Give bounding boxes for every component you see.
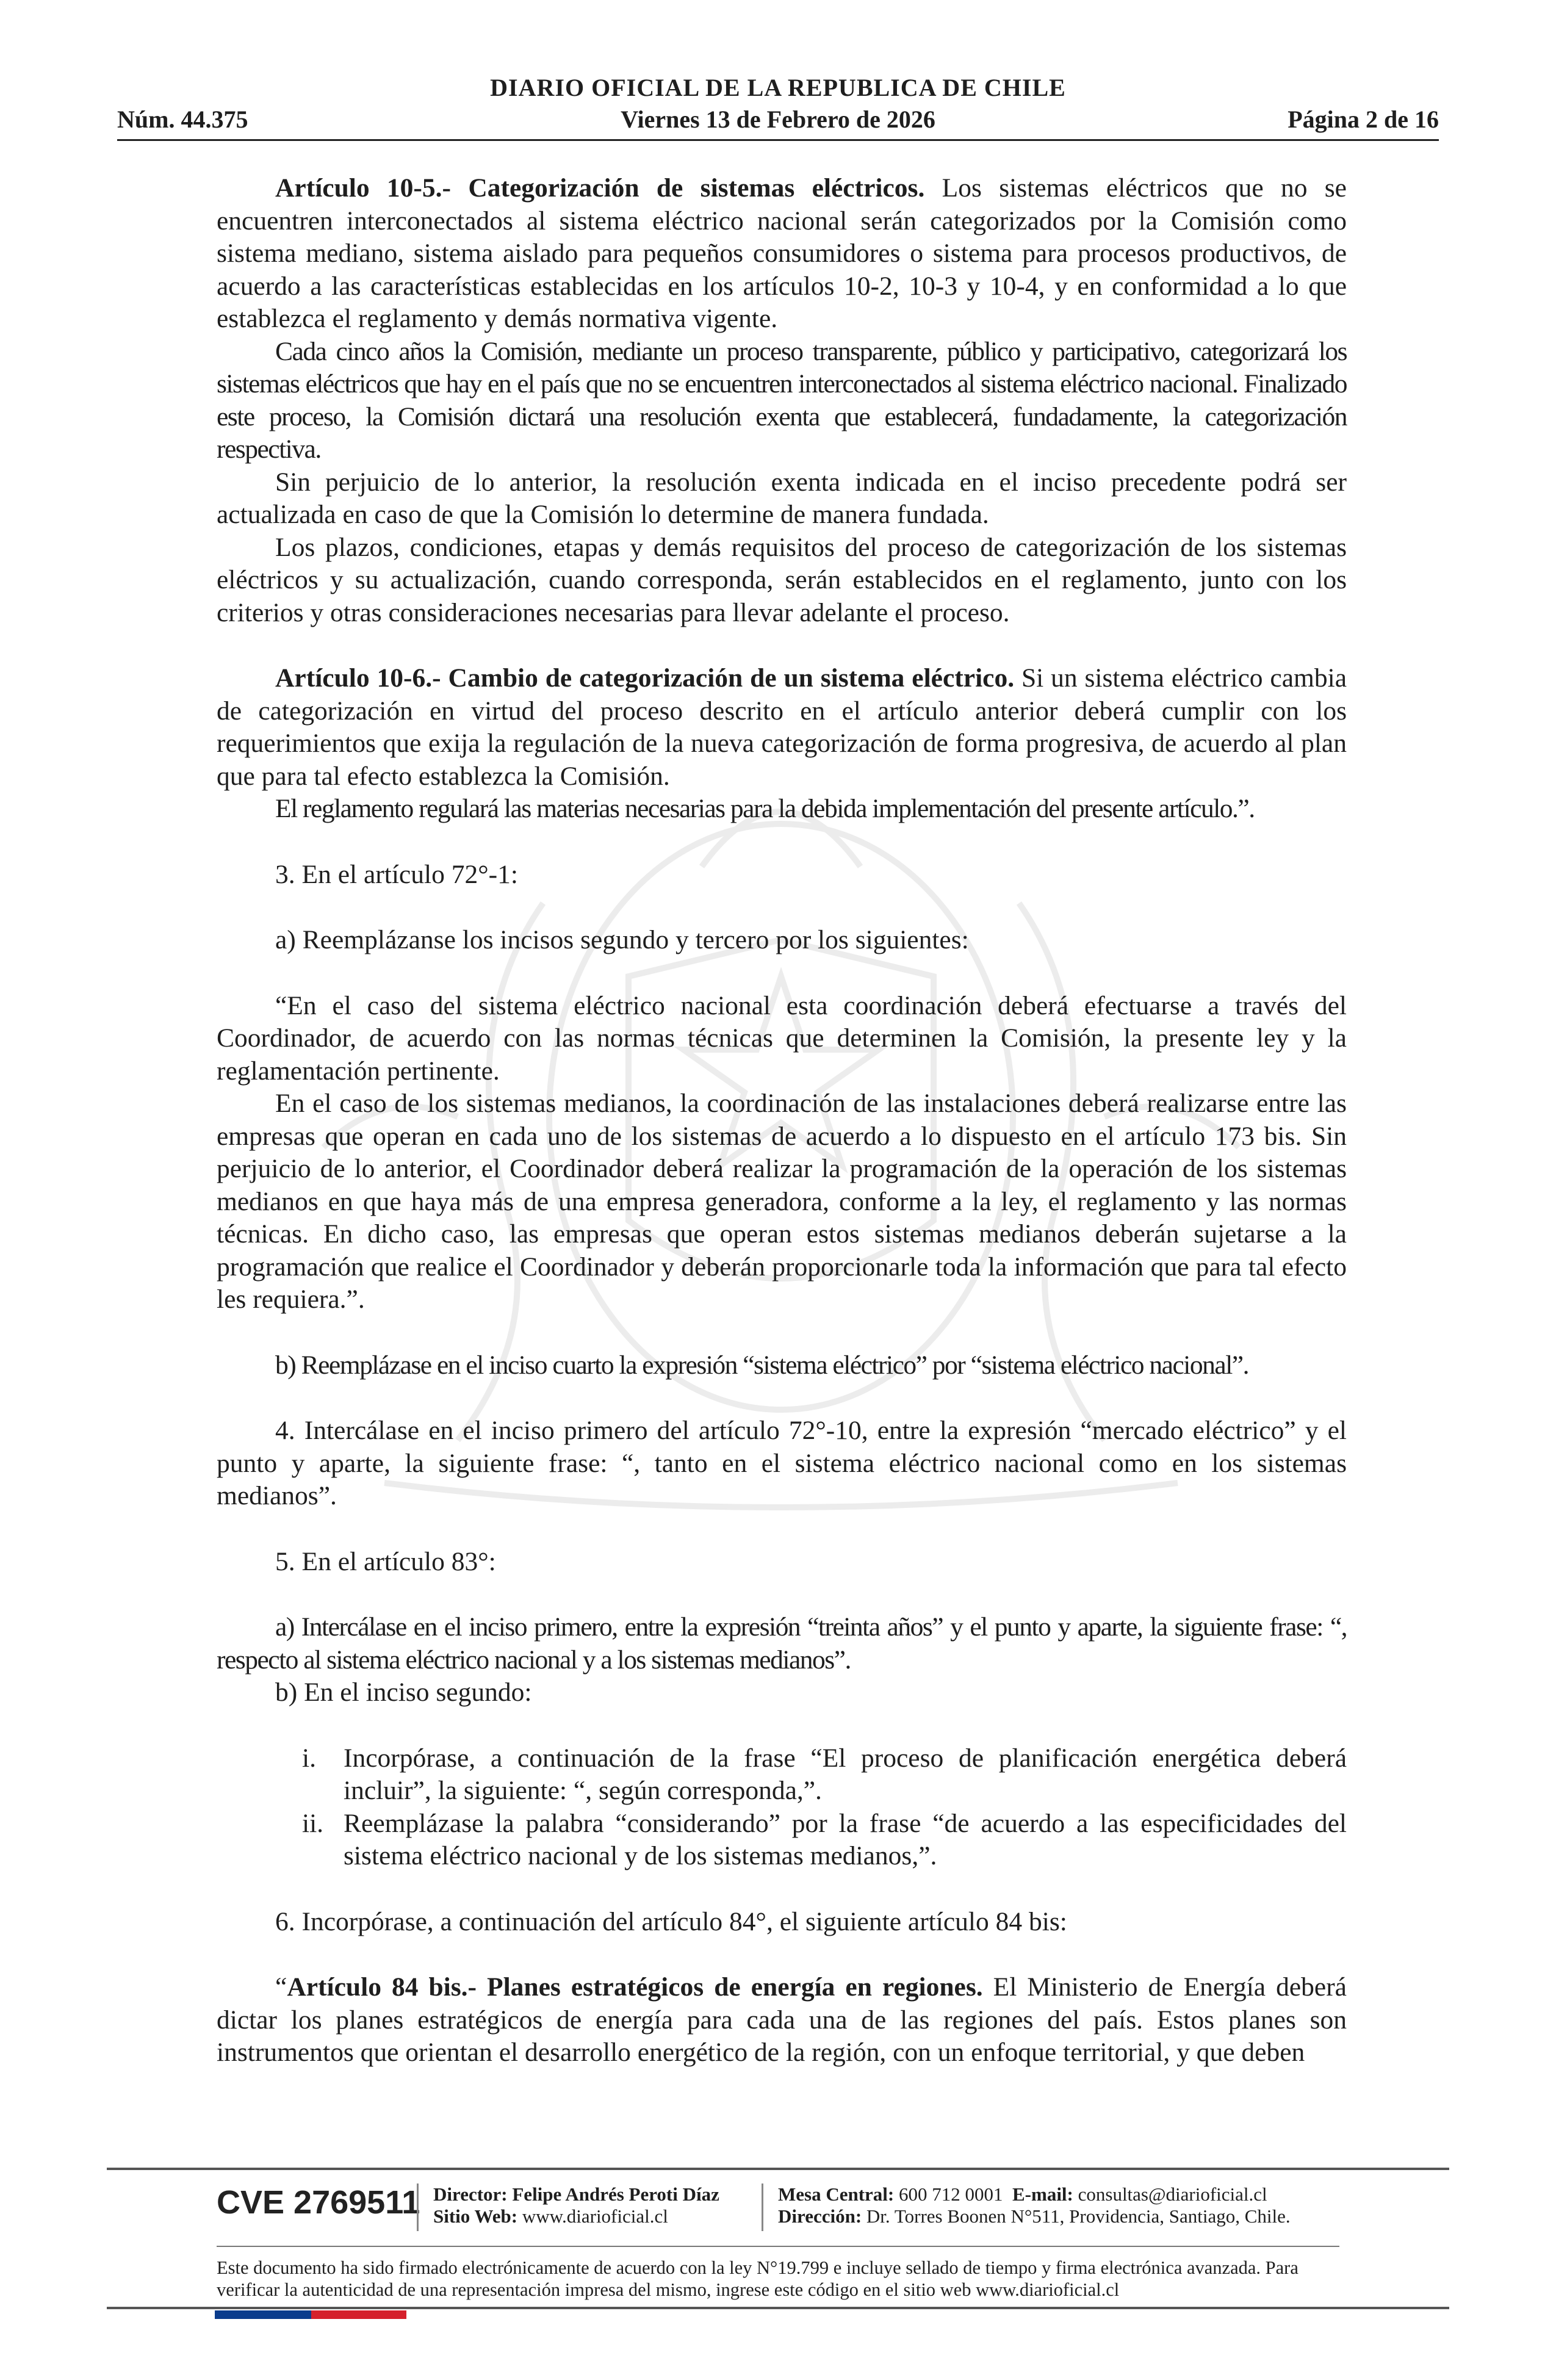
article-10-6-text: Si un sistema eléctrico cambia de categorización en virtud del proceso descrito en el artículo anterior deberá cumplir con los requerimientos que exija la regulación de la nueva categorización de forma progresiva, de acuerdo al plan que para tal efecto establezca la Comisión. <box>217 663 1347 791</box>
roman-text: Reemplázase la palabra “considerando” por la frase “de acuerdo a las especificidades del sistema eléctrico nacional y de los sistemas medianos,”. <box>344 1808 1347 1870</box>
roman-number: i. <box>302 1743 316 1773</box>
article-84-bis-paragraph <box>217 1971 1347 2069</box>
roman-item-ii <box>217 1808 1347 1873</box>
item-4: 4. Intercálase en el inciso primero del artículo 72°-10, entre la expresión “mercado eléctrico” y el punto y aparte, la siguiente frase: “, tanto en el sistema eléctrico nacional como en los sistemas medianos”. <box>217 1416 1347 1510</box>
issue-number: Núm. 44.375 <box>117 106 248 133</box>
page-indicator: Página 2 de 16 <box>1288 106 1439 133</box>
cve-code: CVE 2769511 <box>217 2184 420 2221</box>
issue-date: Viernes 13 de Febrero de 2026 <box>621 106 935 133</box>
item-3a: a) Reemplázanse los incisos segundo y tercero por los siguientes: <box>275 925 969 954</box>
article-10-5-paragraph-2: Cada cinco años la Comisión, mediante un proceso transparente, público y participativo, categorizará los sistemas eléctricos que hay en el país que no se encuentren interconectados al sistema eléctrico nacional. Finalizado este proceso, la Comisión dictará una resolución exenta que establecerá, fundadamente, la categorización respectiva. <box>217 336 1347 464</box>
roman-number: ii. <box>302 1808 324 1838</box>
mesa-label: Mesa Central: <box>778 2183 895 2205</box>
article-10-5-text: Los sistemas eléctricos que no se encuentren interconectados al sistema eléctrico nacional serán categorizados por la Comisión como sistema mediano, sistema aislado para pequeños consumidores o sistema para procesos productivos, de acuerdo a las características establecidas en los artículos 10-2, 10-3 y 10-4, y en conformidad a lo que establezca el reglamento y demás normativa vigente. <box>217 173 1347 333</box>
article-10-6-paragraph <box>217 662 1347 793</box>
director-label: Director: <box>433 2183 508 2205</box>
header-divider <box>117 139 1439 141</box>
address-label: Dirección: <box>778 2205 862 2227</box>
address-text: Dr. Torres Boonen N°511, Providencia, Santiago, Chile. <box>866 2205 1291 2227</box>
email-link[interactable]: consultas@diarioficial.cl <box>1078 2183 1267 2205</box>
email-label: E-mail: <box>1012 2183 1073 2205</box>
quoted-paragraph-2: En el caso de los sistemas medianos, la coordinación de las instalaciones deberá realizarse entre las empresas que operan en cada uno de los sistemas de acuerdo a lo dispuesto en el artículo 173 bis. Sin perjuicio de lo anterior, el Coordinador deberá realizar la programación de la operación de los sistemas medianos en que haya más de una empresa generadora, conforme a la ley, el reglamento y las normas técnicas. En dicho caso, las empresas que operan estos sistemas medianos deberán sujetarse a la programación que realice el Coordinador y deberán proporcionarle toda la información que para tal efecto les requiera.”. <box>217 1089 1347 1314</box>
item-5b: b) En el inciso segundo: <box>275 1678 532 1707</box>
item-5: 5. En el artículo 83°: <box>275 1546 496 1576</box>
website-label: Sitio Web: <box>433 2205 518 2227</box>
article-10-6-title: Artículo 10-6.- Cambio de categorización de un sistema eléctrico. <box>275 663 1015 693</box>
publication-title: DIARIO OFICIAL DE LA REPUBLICA DE CHILE <box>490 74 1066 101</box>
article-10-6-paragraph-2: El reglamento regulará las materias necesarias para la debida implementación del presente artículo.”. <box>275 794 1255 823</box>
article-10-5-paragraph <box>217 172 1347 336</box>
roman-item-i <box>217 1742 1347 1808</box>
document-body <box>217 172 1347 2069</box>
director-name: Felipe Andrés Peroti Díaz <box>512 2183 719 2205</box>
article-84-bis-title: Artículo 84 bis.- Planes estratégicos de energía en regiones. <box>287 1972 983 2002</box>
flag-stripe-blue <box>215 2310 311 2319</box>
footer-separator <box>762 2183 763 2231</box>
website-link[interactable]: www.diarioficial.cl <box>522 2205 668 2227</box>
article-84-bis-text: El Ministerio de Energía deberá dictar los planes estratégicos de energía para cada una de las regiones del país. Estos planes son instrumentos que orientan el desarrollo energético de la región, con un enfoque territorial, y que deben <box>217 1972 1347 2067</box>
article-10-5-paragraph-3: Sin perjuicio de lo anterior, la resolución exenta indicada en el inciso precedente podrá ser actualizada en caso de que la Comisión lo determine de manera fundada. <box>217 467 1347 529</box>
roman-text: Incorpórase, a continuación de la frase “El proceso de planificación energética deberá incluir”, la siguiente: “, según corresponda,”. <box>344 1743 1347 1805</box>
item-3b: b) Reemplázase en el inciso cuarto la expresión “sistema eléctrico” por “sistema eléctrico nacional”. <box>275 1350 1248 1380</box>
signature-notice: Este documento ha sido firmado electrónicamente de acuerdo con la ley N°19.799 e incluye sellado de tiempo y firma electrónica avanzada. Para verificar la autenticidad de una representación impresa del mismo, ingrese este código en el sitio web www.diarioficial.cl <box>217 2257 1298 2300</box>
flag-stripe-red <box>311 2310 406 2319</box>
item-5a: a) Intercálase en el inciso primero, entre la expresión “treinta años” y el punto y aparte, la siguiente frase: “, respecto al sistema eléctrico nacional y a los sistemas medianos”. <box>217 1612 1347 1675</box>
item-6: 6. Incorpórase, a continuación del artículo 84°, el siguiente artículo 84 bis: <box>275 1906 1067 1936</box>
mesa-phone: 600 712 0001 <box>899 2183 1003 2205</box>
item-3: 3. En el artículo 72°-1: <box>275 859 518 889</box>
quoted-paragraph-1: “En el caso del sistema eléctrico nacional esta coordinación deberá efectuarse a través del Coordinador, de acuerdo con las normas técnicas que determinen la Comisión, la presente ley y la reglamentación pertinente. <box>217 990 1347 1086</box>
article-10-5-title: Artículo 10-5.- Categorización de sistemas eléctricos. <box>275 173 925 203</box>
opening-quote: “ <box>275 1972 287 2002</box>
footer-separator <box>417 2183 419 2231</box>
footer-mid-rule <box>217 2246 1339 2247</box>
footer-top-rule <box>107 2168 1449 2170</box>
footer-director-block <box>433 2183 719 2227</box>
footer-contact-block <box>778 2183 1291 2227</box>
footer-bottom-rule <box>107 2307 1449 2309</box>
roman-list <box>217 1742 1347 1873</box>
article-10-5-paragraph-4: Los plazos, condiciones, etapas y demás requisitos del proceso de categorización de los sistemas eléctricos y su actualización, cuando corresponda, serán establecidos en el reglamento, junto con los criterios y otras consideraciones necesarias para llevar adelante el proceso. <box>217 532 1347 627</box>
